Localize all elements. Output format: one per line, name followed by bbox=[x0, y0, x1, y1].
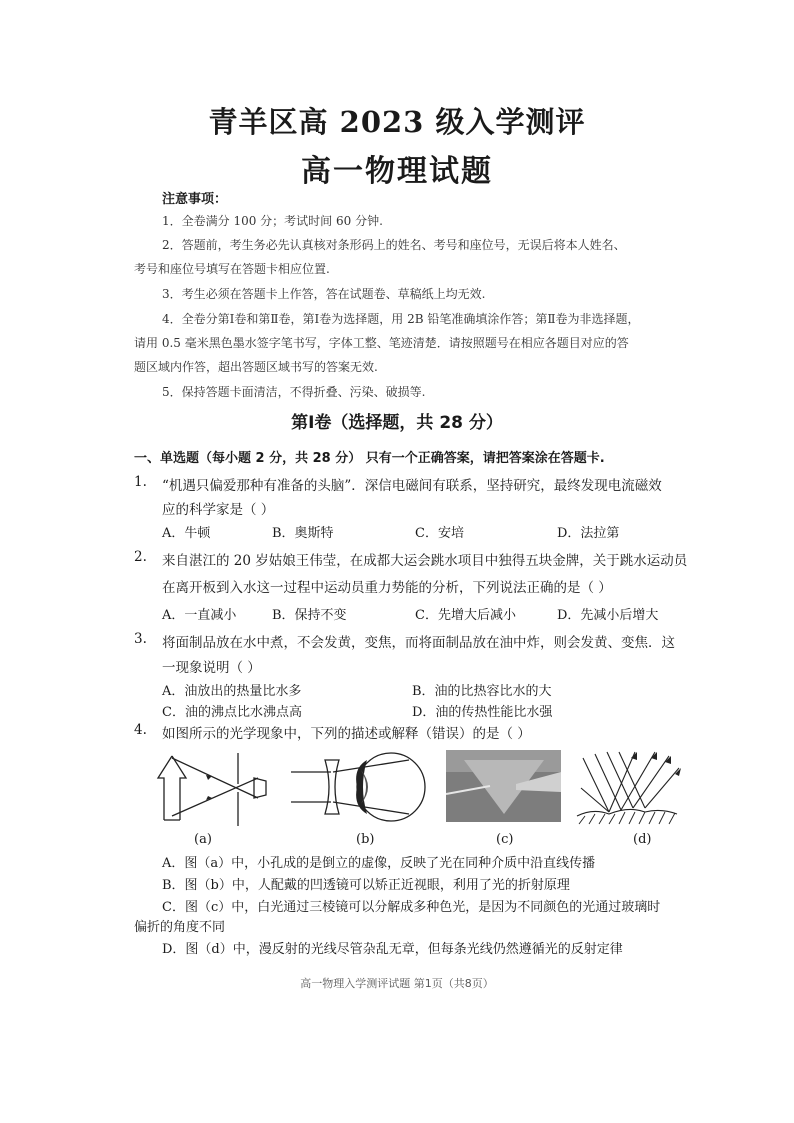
question-number: 2. bbox=[134, 549, 147, 565]
question-number: 3. bbox=[134, 631, 147, 647]
option-a: A．一直减小 bbox=[162, 608, 237, 623]
exam-subtitle: 高一物理试题 bbox=[301, 154, 493, 189]
option-c: C．安培 bbox=[415, 526, 464, 541]
notice-item: 考号和座位号填写在答题卡相应位置. bbox=[134, 262, 330, 276]
option-c: C．图（c）中，白光通过三棱镜可以分解成多种色光，是因为不同颜色的光通过玻璃时 bbox=[162, 900, 661, 915]
figure-b-eye-lens bbox=[287, 750, 437, 825]
question-number: 4. bbox=[134, 722, 147, 738]
question-text: “机遇只偏爱那种有准备的头脑”．深信电磁间有联系，坚持研究，最终发现电流磁效 bbox=[162, 478, 662, 494]
option-d: D．图（d）中，漫反射的光线尽管杂乱无章，但每条光线仍然遵循光的反射定律 bbox=[162, 942, 623, 957]
option-b: B．保持不变 bbox=[272, 608, 347, 623]
question-text: 一现象说明（ ） bbox=[162, 660, 261, 676]
figure-label: (d) bbox=[633, 832, 652, 847]
option-b: B．油的比热容比水的大 bbox=[412, 684, 552, 699]
figure-a-pinhole bbox=[150, 748, 275, 828]
figure-c-prism bbox=[446, 750, 561, 822]
option-d: D．法拉第 bbox=[557, 526, 620, 541]
option-b: B．图（b）中，人配戴的凹透镜可以矫正近视眼，利用了光的折射原理 bbox=[162, 878, 570, 893]
option-b: B．奥斯特 bbox=[272, 526, 334, 541]
option-c-continued: 偏折的角度不同 bbox=[134, 920, 226, 935]
question-number: 1. bbox=[134, 474, 147, 490]
option-c: C．油的沸点比水沸点高 bbox=[162, 705, 302, 720]
question-text: 应的科学家是（ ） bbox=[162, 502, 275, 518]
notice-item: 2．答题前，考生务必先认真核对条形码上的姓名、考号和座位号，无误后将本人姓名、 bbox=[162, 238, 626, 252]
option-a: A．牛顿 bbox=[162, 526, 211, 541]
exam-title: 青羊区高 2023 级入学测评 bbox=[208, 105, 586, 139]
option-c: C．先增大后减小 bbox=[415, 608, 516, 623]
notice-item: 3．考生必须在答题卡上作答，答在试题卷、草稿纸上均无效. bbox=[162, 287, 486, 301]
figure-label: (c) bbox=[496, 832, 514, 847]
notice-item: 5．保持答题卡面清洁，不得折叠、污染、破损等. bbox=[162, 385, 426, 399]
question-text: 将面制品放在水中煮，不会发黄，变焦，而将面制品放在油中炸，则会发黄、变焦．这 bbox=[162, 635, 675, 651]
page-footer: 高一物理入学测评试题 第1页（共8页） bbox=[300, 977, 494, 990]
option-d: D．先减小后增大 bbox=[557, 608, 659, 623]
notice-heading: 注意事项： bbox=[162, 192, 228, 207]
question-text: 在离开板到入水这一过程中运动员重力势能的分析，下列说法正确的是（ ） bbox=[162, 580, 612, 596]
option-d: D．油的传热性能比水强 bbox=[412, 705, 553, 720]
figure-label: (a) bbox=[194, 832, 212, 847]
figure-label: (b) bbox=[356, 832, 375, 847]
question-text: 如图所示的光学现象中，下列的描述或解释（错误）的是（ ） bbox=[162, 726, 531, 742]
notice-item: 4．全卷分第Ⅰ卷和第Ⅱ卷，第Ⅰ卷为选择题，用 2B 铅笔准确填涂作答；第Ⅱ卷为非选择题， bbox=[162, 312, 640, 326]
section-heading: 一、单选题（每小题 2 分，共 28 分） 只有一个正确答案，请把答案涂在答题卡. bbox=[134, 451, 605, 466]
option-a: A．图（a）中，小孔成的是倒立的虚像，反映了光在同种介质中沿直线传播 bbox=[162, 856, 596, 871]
option-a: A．油放出的热量比水多 bbox=[162, 684, 302, 699]
notice-item: 题区域内作答，超出答题区域书写的答案无效. bbox=[134, 360, 378, 374]
notice-item: 请用 0.5 毫米黑色墨水签字笔书写，字体工整、笔迹清楚．请按照题号在相应各题目对应的答 bbox=[134, 336, 629, 350]
question-text: 来自湛江的 20 岁姑娘王伟莹，在成都大运会跳水项目中独得五块金牌，关于跳水运动员 bbox=[162, 553, 688, 569]
notice-item: 1．全卷满分 100 分；考试时间 60 分钟. bbox=[162, 214, 383, 228]
volume-title: 第Ⅰ卷（选择题，共 28 分） bbox=[291, 413, 503, 433]
figure-d-diffuse-reflection bbox=[573, 748, 681, 826]
